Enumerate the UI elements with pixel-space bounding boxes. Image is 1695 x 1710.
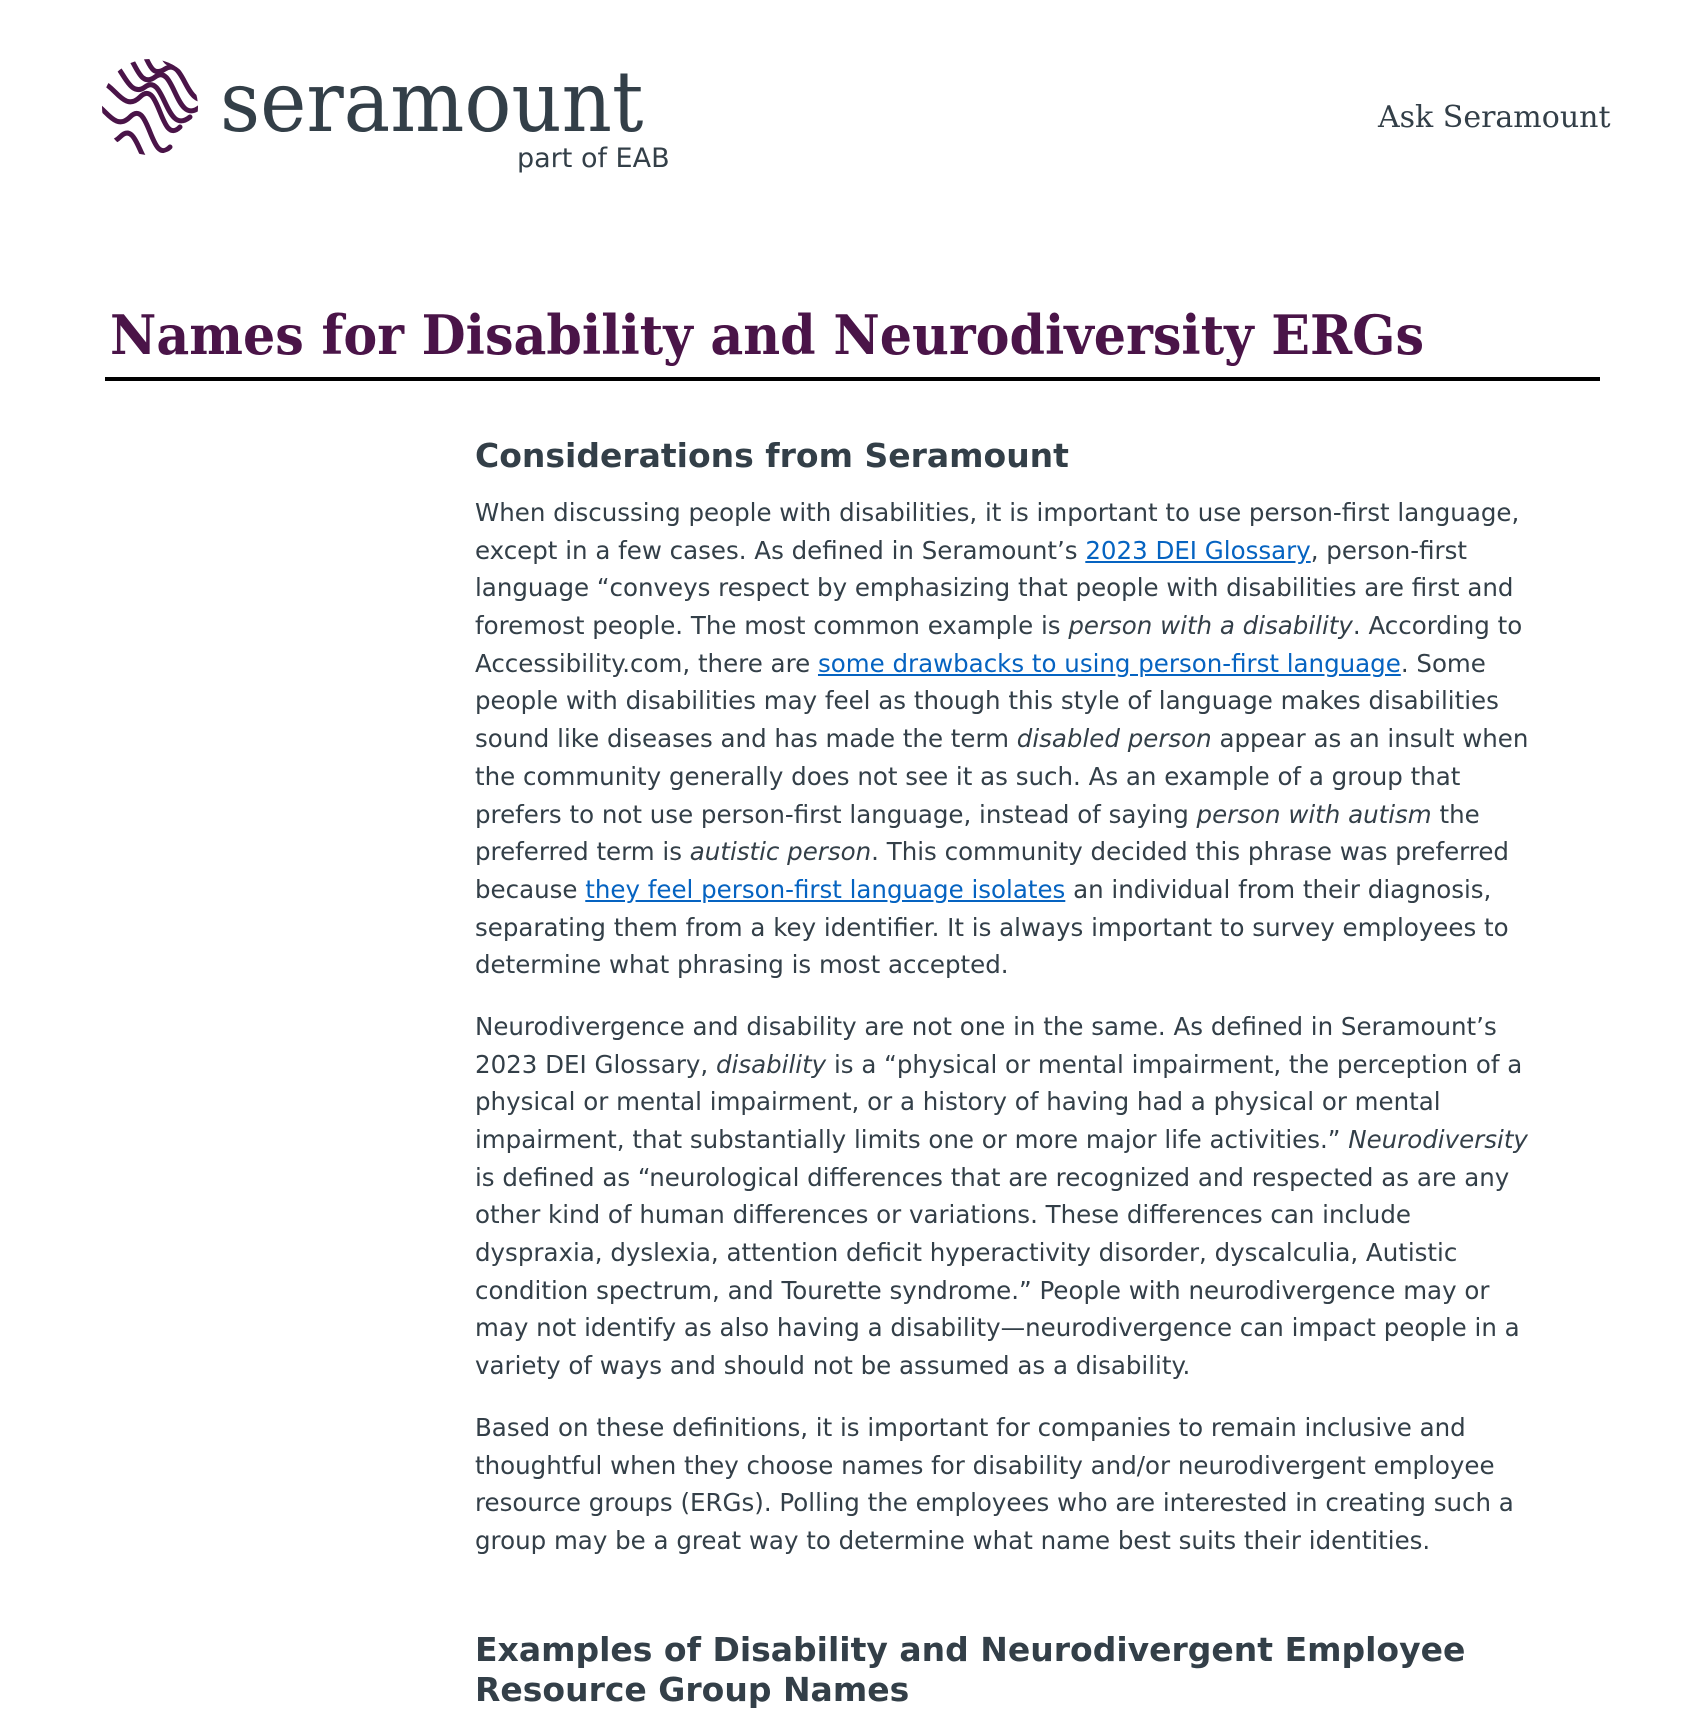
- paragraph-line: [475, 1447, 1615, 1485]
- page-title: Names for Disability and Neurodiversity ERGs: [110, 303, 1425, 367]
- text-run: When discussing people with disabilities, it is important to use person-first language,: [475, 498, 1520, 527]
- paragraph-line: [475, 1522, 1615, 1560]
- text-run: sound like diseases and has made the term: [475, 724, 1017, 754]
- inline-link[interactable]: 2023 DEI Glossary: [1085, 535, 1311, 565]
- main-content: [475, 432, 1615, 1710]
- paragraph-line: [475, 1484, 1615, 1522]
- paragraph-line: [475, 833, 1615, 871]
- inline-link[interactable]: they feel person-first language isolates: [585, 874, 1066, 904]
- heading-line: Examples of Disability and Neurodivergent Employee: [475, 1629, 1466, 1669]
- title-divider: [105, 377, 1600, 381]
- section-heading-examples: [475, 1630, 1615, 1710]
- text-run: separating them from a key identifier. It is always important to survey employees to: [475, 912, 1509, 942]
- paragraph-line: [475, 1159, 1615, 1197]
- paragraph-line: [475, 1309, 1615, 1347]
- text-run: physical or mental impairment, or a history of having had a physical or mental: [475, 1087, 1441, 1117]
- text-run: an individual from their diagnosis,: [1065, 874, 1492, 904]
- text-run: Neurodivergence and disability are not one in the same. As defined in Seramount’s: [475, 1011, 1497, 1041]
- emphasized-term: person with autism: [1196, 799, 1432, 829]
- text-run: determine what phrasing is most accepted.: [475, 950, 1009, 980]
- paragraph-line: [475, 682, 1615, 720]
- paragraph-line: [475, 532, 1615, 570]
- text-run: appear as an insult when: [1211, 724, 1529, 754]
- text-run: Accessibility.com, there are: [475, 648, 818, 678]
- paragraph-line: [475, 909, 1615, 947]
- paragraph-line: [475, 1008, 1615, 1046]
- emphasized-term: disabled person: [1016, 724, 1212, 754]
- paragraph-line: [475, 796, 1615, 834]
- emphasized-term: person with a disability: [1068, 611, 1353, 641]
- text-run: may not identify as also having a disability—neurodivergence can impact people in a: [475, 1313, 1520, 1343]
- text-run: is a “physical or mental impairment, the perception of a: [826, 1049, 1523, 1079]
- emphasized-term: disability: [715, 1049, 827, 1079]
- inline-link[interactable]: some drawbacks to using person-first language: [817, 648, 1401, 678]
- paragraph-line: [475, 569, 1615, 607]
- text-run: prefers to not use person-first language, instead of saying: [475, 799, 1197, 829]
- text-run: , person-first: [1310, 535, 1467, 565]
- considerations-body: [475, 494, 1615, 1560]
- text-run: foremost people. The most common example is: [475, 611, 1069, 641]
- paragraph-line: [475, 645, 1615, 683]
- paragraph-line: [475, 1121, 1615, 1159]
- brand-wordmark: seramount: [220, 53, 644, 151]
- text-run: . This community decided this phrase was preferred: [871, 837, 1509, 867]
- section-spacer: [475, 1584, 1615, 1630]
- ask-seramount-label: Ask Seramount: [1378, 100, 1611, 135]
- paragraph-line: [475, 871, 1615, 909]
- text-run: impairment, that substantially limits one or more major life activities.”: [475, 1125, 1349, 1154]
- brand-subtitle: part of EAB: [517, 143, 670, 174]
- emphasized-term: autistic person: [689, 837, 872, 867]
- text-run: because: [475, 874, 586, 904]
- paragraph-line: [475, 1272, 1615, 1310]
- heading-line: Resource Group Names: [475, 1669, 910, 1709]
- text-run: . Some: [1400, 648, 1486, 678]
- paragraph-line: [475, 1083, 1615, 1121]
- text-run: 2023 DEI Glossary,: [475, 1049, 716, 1079]
- text-run: . According to: [1352, 611, 1523, 641]
- text-run: dyspraxia, dyslexia, attention deficit hyperactivity disorder, dyscalculia, Autistic: [475, 1238, 1458, 1268]
- text-run: thoughtful when they choose names for disability and/or neurodivergent employee: [475, 1450, 1495, 1480]
- paragraph-line: [475, 1347, 1615, 1385]
- emphasized-term: Neurodiversity: [1348, 1125, 1528, 1154]
- paragraph: [475, 1409, 1615, 1560]
- text-run: condition spectrum, and Tourette syndrome.” People with neurodivergence may or: [475, 1275, 1490, 1305]
- paragraph-line: [475, 1409, 1615, 1447]
- paragraph-line: [475, 1046, 1615, 1084]
- text-run: is defined as “neurological differences that are recognized and respected as are any: [475, 1162, 1510, 1192]
- text-run: resource groups (ERGs). Polling the employees who are interested in creating such a: [475, 1488, 1514, 1518]
- text-run: the community generally does not see it as such. As an example of a group that: [475, 761, 1461, 791]
- paragraph-line: [475, 720, 1615, 758]
- paragraph: [475, 494, 1615, 984]
- text-run: except in a few cases. As defined in Seramount’s: [475, 535, 1086, 565]
- text-run: other kind of human differences or variations. These differences can include: [475, 1200, 1411, 1230]
- seramount-logo-icon: [100, 57, 200, 157]
- paragraph: [475, 1008, 1615, 1385]
- text-run: preferred term is: [475, 837, 690, 867]
- text-run: the: [1431, 799, 1480, 829]
- text-run: variety of ways and should not be assumed as a disability.: [475, 1351, 1191, 1381]
- paragraph-line: [475, 607, 1615, 645]
- paragraph-line: [475, 758, 1615, 796]
- paragraph-line: [475, 946, 1615, 984]
- text-run: language “conveys respect by emphasizing that people with disabilities are first and: [475, 573, 1514, 603]
- text-run: Based on these definitions, it is important for companies to remain inclusive and: [475, 1412, 1466, 1442]
- section-heading-considerations: Considerations from Seramount: [475, 436, 1069, 475]
- paragraph-line: [475, 1234, 1615, 1272]
- text-run: people with disabilities may feel as though this style of language makes disabilities: [475, 686, 1499, 716]
- paragraph-line: [475, 1196, 1615, 1234]
- text-run: group may be a great way to determine what name best suits their identities.: [475, 1525, 1431, 1555]
- paragraph-line: [475, 494, 1615, 532]
